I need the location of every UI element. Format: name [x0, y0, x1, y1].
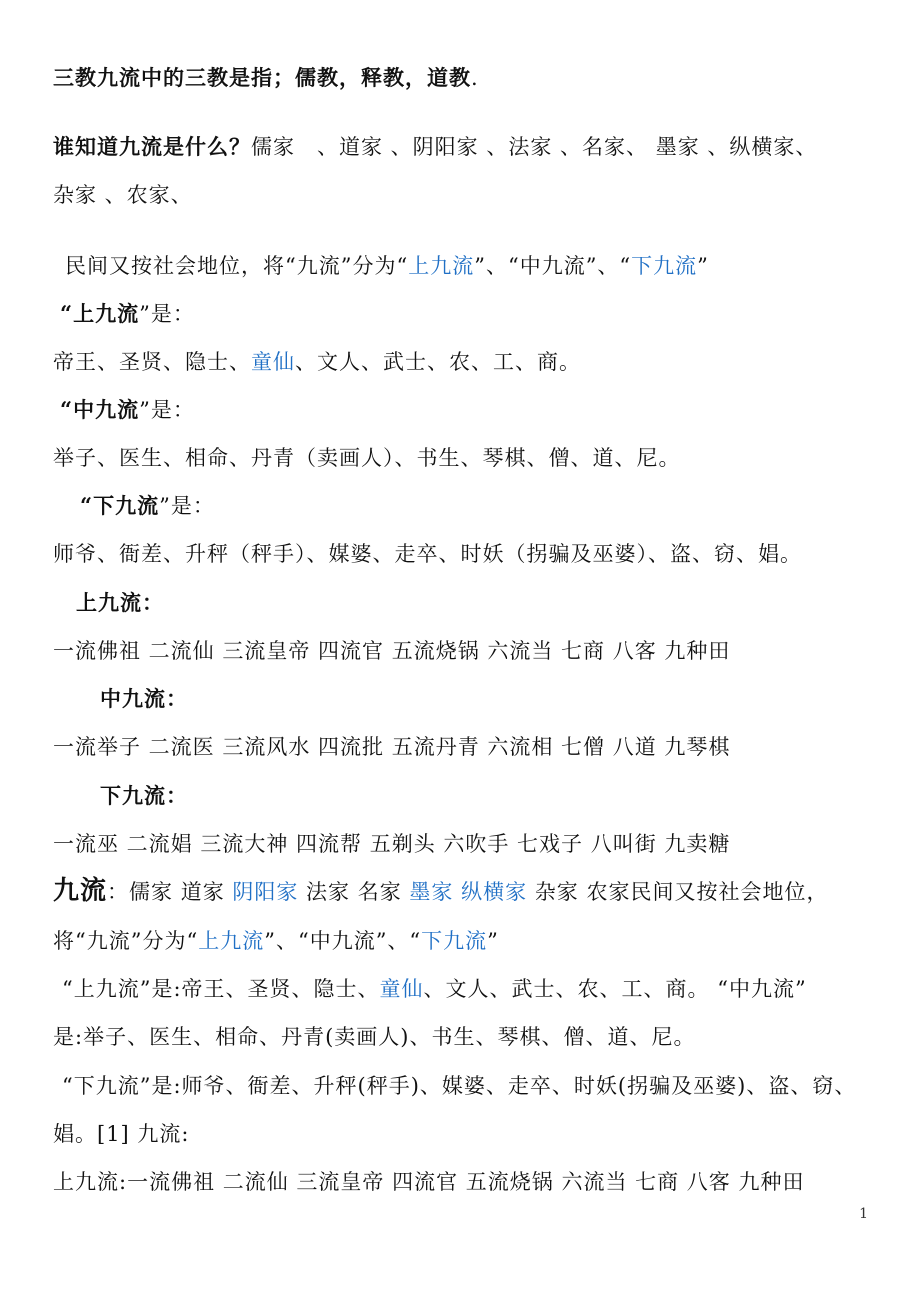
text-seg: ：儒家 道家 [107, 880, 233, 904]
line-divide [53, 927, 880, 955]
text-seg: 帝王、圣贤、隐士、 [53, 350, 251, 374]
line-footnote: 娼。[1] 九流: [53, 1122, 190, 1146]
subheading-upper: 上九流： [76, 590, 164, 615]
line-middle-ranks: 一流举子 二流医 三流风水 四流批 五流丹青 六流相 七僧 八道 九琴棋 [53, 735, 731, 759]
label-rest: ”是： [139, 302, 195, 326]
link-mohist[interactable]: 墨家 [409, 880, 454, 904]
label-lower-nine [80, 492, 880, 520]
schools-list: 儒家 、道家 、阴阳家 、法家 、名家、 墨家 、纵横家、 [251, 135, 818, 159]
label-bold: “上九流 [60, 301, 140, 326]
link-tongxian[interactable]: 童仙 [251, 350, 295, 374]
line-middle-summary: 是:举子、医生、相命、丹青(卖画人)、书生、琴棋、僧、道、尼。 [53, 1025, 696, 1049]
line-upper-ranks-2: 上九流:一流佛祖 二流仙 三流皇帝 四流官 五流烧锅 六流当 七商 八客 九种田 [53, 1170, 805, 1194]
line-nine-schools-summary [53, 877, 880, 906]
link-lower-nine-2[interactable]: 下九流 [421, 929, 488, 953]
text-seg: 、文人、武士、农、工、商。 [295, 350, 581, 374]
line-schools-cont: 杂家 、农家、 [53, 183, 193, 207]
text-seg: ”、“中九流”、“ [474, 254, 632, 278]
text-seg: 将“九流”分为“ [53, 929, 199, 953]
link-upper-nine[interactable]: 上九流 [408, 254, 475, 278]
label-bold: “中九流 [60, 397, 140, 422]
link-upper-nine-2[interactable]: 上九流 [198, 929, 265, 953]
text-seg: 杂家 农家民间又按社会地位， [527, 880, 829, 904]
line-lower-summary: “下九流”是:师爷、衙差、升秤(秤手)、媒婆、走卒、时妖(拐骗及巫婆)、盗、窃、 [62, 1074, 857, 1098]
label-rest: ”是： [139, 398, 195, 422]
text-seg: “上九流”是:帝王、圣贤、隐士、 [62, 977, 380, 1001]
subheading-middle: 中九流： [100, 686, 188, 711]
subheading-lower: 下九流： [100, 783, 188, 808]
line-social-status [65, 252, 880, 280]
line-upper-ranks: 一流佛祖 二流仙 三流皇帝 四流官 五流烧锅 六流当 七商 八客 九种田 [53, 639, 731, 663]
question-text: 谁知道九流是什么？ [53, 134, 251, 159]
line-lower-ranks: 一流巫 二流娼 三流大神 四流帮 五剃头 六吹手 七戏子 八叫街 九卖糖 [53, 832, 731, 856]
link-zongheng[interactable]: 纵横家 [461, 880, 528, 904]
text-seg: ”、“中九流”、“ [264, 929, 422, 953]
heading-period: . [471, 66, 479, 90]
line-nine-schools-question [53, 133, 880, 161]
link-tongxian-2[interactable]: 童仙 [379, 977, 424, 1001]
page-number: 1 [859, 1206, 868, 1222]
line-middle-list: 举子、医生、相命、丹青（卖画人）、书生、琴棋、僧、道、尼。 [53, 446, 681, 470]
line-upper-list [53, 348, 880, 376]
heading-text: 三教九流中的三教是指；儒教，释教，道教 [53, 65, 471, 90]
label-rest: ”是： [159, 494, 215, 518]
link-yinyang[interactable]: 阴阳家 [232, 880, 299, 904]
label-middle-nine [60, 396, 880, 424]
big-title: 九流 [53, 876, 108, 906]
label-upper-nine [60, 300, 880, 328]
text-seg: ” [487, 929, 499, 953]
text-seg [453, 880, 461, 904]
text-seg: 民间又按社会地位，将“九流”分为“ [65, 254, 409, 278]
line-upper-summary [62, 975, 880, 1003]
link-lower-nine[interactable]: 下九流 [631, 254, 698, 278]
heading-three-teachings [53, 64, 880, 92]
line-lower-list: 师爷、衙差、升秤（秤手）、媒婆、走卒、时妖（拐骗及巫婆）、盗、窃、娼。 [53, 542, 802, 566]
label-bold: “下九流 [80, 493, 160, 518]
text-seg: 法家 名家 [298, 880, 410, 904]
text-seg: ” [697, 254, 709, 278]
text-seg: 、文人、武士、农、工、商。 “中九流” [423, 977, 807, 1001]
